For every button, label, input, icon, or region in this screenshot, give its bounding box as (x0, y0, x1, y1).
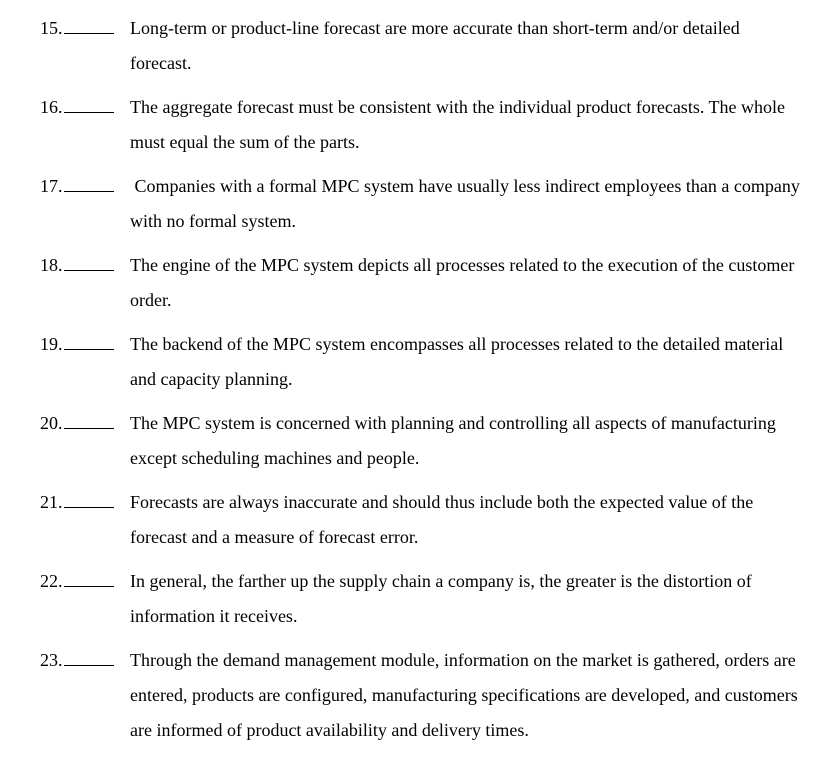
answer-blank[interactable] (64, 255, 114, 271)
question-number: 22. (40, 571, 114, 591)
answer-blank[interactable] (64, 492, 114, 508)
answer-blank[interactable] (64, 18, 114, 34)
answer-blank[interactable] (64, 176, 114, 192)
question-text: The engine of the MPC system depicts all processes related to the execution of the customer order. (130, 255, 795, 310)
question-number: 20. (40, 413, 114, 433)
question-text: Forecasts are always inaccurate and should thus include both the expected value of the forecast and a measure of forecast error. (130, 492, 754, 547)
question-number: 17. (40, 176, 114, 196)
question-text: In general, the farther up the supply chain a company is, the greater is the distortion of information it receives. (130, 571, 752, 626)
question-number: 18. (40, 255, 114, 275)
question-text: The MPC system is concerned with planning and controlling all aspects of manufacturing except scheduling machines and people. (130, 413, 776, 468)
answer-blank[interactable] (64, 650, 114, 666)
question-number: 21. (40, 492, 114, 512)
question-number: 15. (40, 18, 114, 38)
question-number: 23. (40, 650, 114, 670)
answer-blank[interactable] (64, 571, 114, 587)
question-text: The backend of the MPC system encompasses all processes related to the detailed material and capacity planning. (130, 334, 784, 389)
question-text: The aggregate forecast must be consistent with the individual product forecasts. The whole must equal the sum of the parts. (130, 97, 785, 152)
answer-blank[interactable] (64, 334, 114, 350)
question-number: 16. (40, 97, 114, 117)
question-text: Long-term or product-line forecast are more accurate than short-term and/or detailed forecast. (130, 18, 740, 73)
question-text: Through the demand management module, information on the market is gathered, orders are entered, products are configured, manufacturing specifications are developed, and customers are informed of product availability and delivery times. (130, 650, 798, 740)
question-number: 19. (40, 334, 114, 354)
answer-blank[interactable] (64, 97, 114, 113)
answer-blank[interactable] (64, 413, 114, 429)
question-text: Companies with a formal MPC system have usually less indirect employees than a company with no formal system. (130, 176, 805, 231)
